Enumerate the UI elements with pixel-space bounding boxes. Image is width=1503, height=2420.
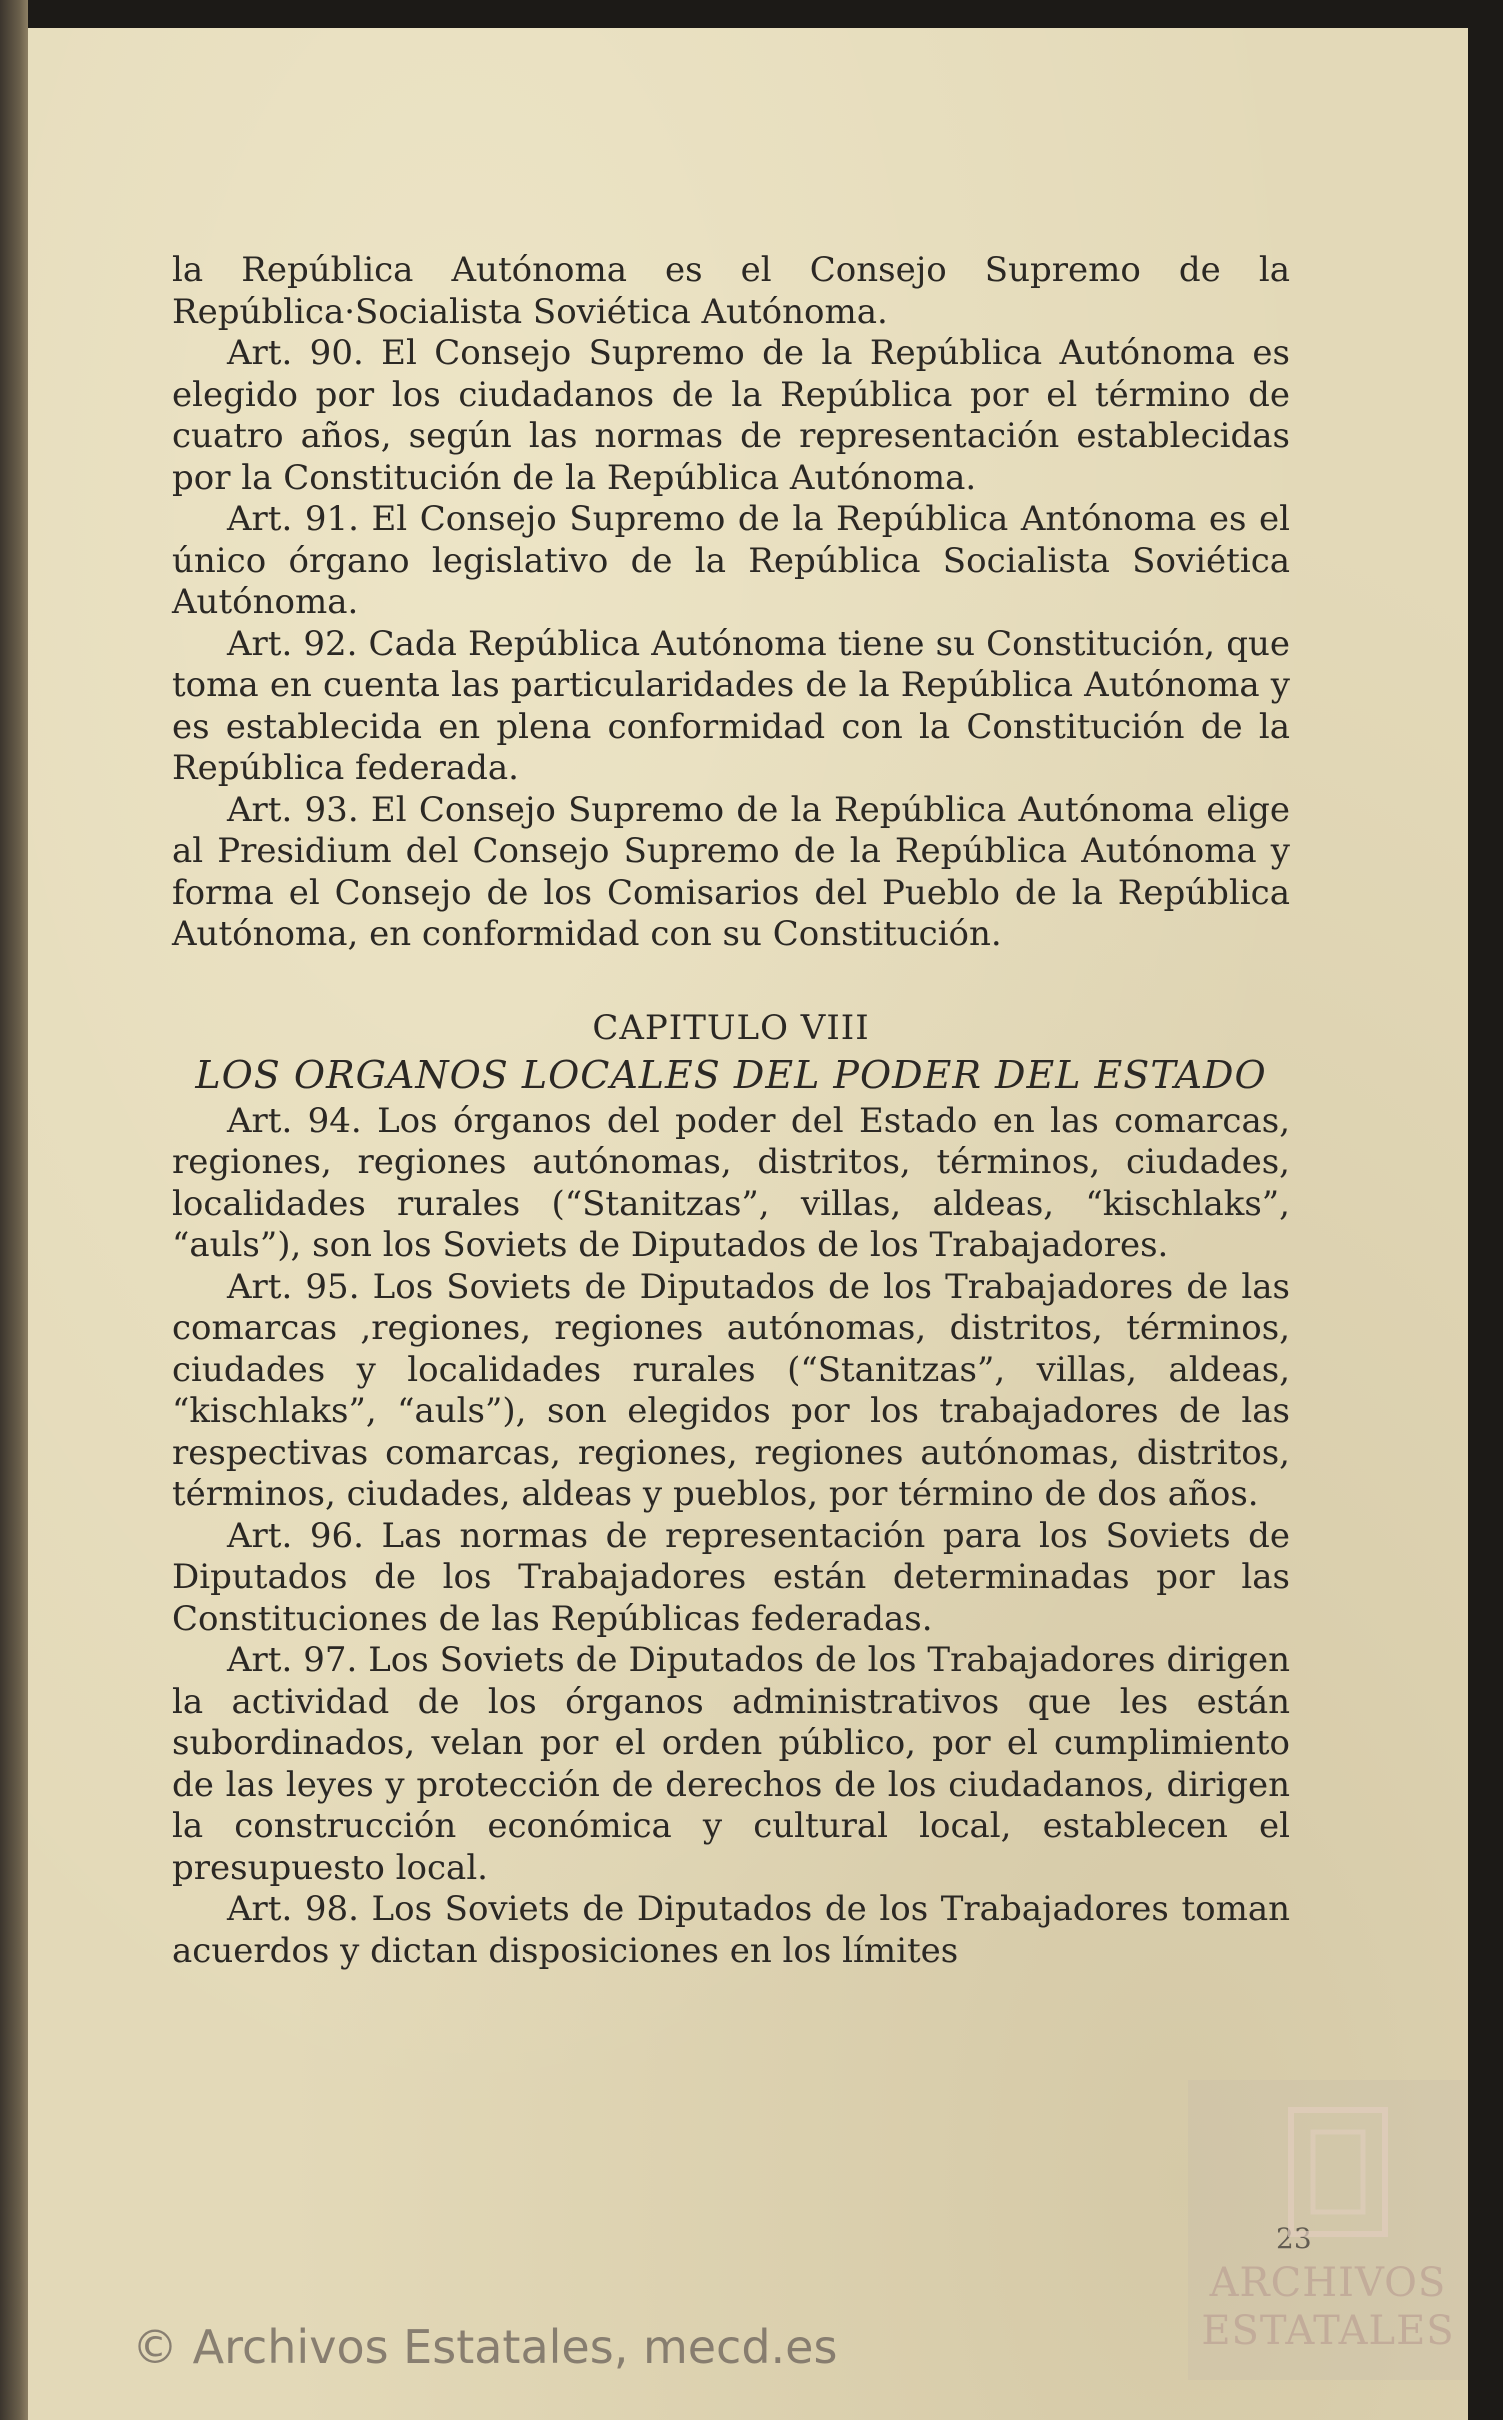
archive-logo-icon <box>1283 2102 1393 2242</box>
article-90: Art. 90. El Consejo Supremo de la República Autónoma es elegido por los ciudadanos de la República por el término de cuatro años, según las normas de representación establecidas por la Constitución de la República Autónoma. <box>172 333 1290 498</box>
page-number: 23 <box>1276 2222 1312 2255</box>
chapter-title: CAPITULO VIII <box>592 1007 870 1048</box>
article-91: Art. 91. El Consejo Supremo de la República Antónoma es el único órgano legislativo de la República Socialista Soviética Autónoma. <box>172 499 1290 622</box>
article-95: Art. 95. Los Soviets de Diputados de los Trabajadores de las comarcas ,regiones, regiones autónomas, distritos, términos, ciudades y localidades rurales (“Stanitzas”, villas, aldeas, “kischlaks”, “auls”), son elegidos por los trabajadores de las respectivas comarcas, regiones, regiones autónomas, distritos, términos, ciudades, aldeas y pueblos, por término de dos años. <box>172 1266 1290 1514</box>
article-97: Art. 97. Los Soviets de Diputados de los Trabajadores dirigen la actividad de los órganos administrativos que les están subordinados, velan por el orden público, por el cumplimiento de las leyes y protección de derechos de los ciudadanos, dirigen la construcción económica y cultural local, establecen el presupuesto local. <box>172 1640 1290 1888</box>
article-96: Art. 96. Las normas de representación para los Soviets de Diputados de los Trabajadores están determinadas por las Constituciones de las Repúblicas federadas. <box>172 1515 1290 1639</box>
watermark-line-1: ARCHIVOS <box>1209 2260 1447 2306</box>
watermark-line-2: ESTATALES <box>1201 2308 1455 2354</box>
article-93: Art. 93. El Consejo Supremo de la República Autónoma elige al Presidium del Consejo Supremo de la República Autónoma y forma el Consejo de los Comisarios del Pueblo de la República Autónoma, en conformidad con su Constitución. <box>172 789 1290 954</box>
archive-watermark <box>1188 2080 1468 2380</box>
page-text-body <box>172 250 1290 1972</box>
book-spine-edge <box>0 0 28 2420</box>
paragraph-continuation: la República Autónoma es el Consejo Supremo de la República·Socialista Soviética Autónoma. <box>172 250 1290 332</box>
copyright-notice: © Archivos Estatales, mecd.es <box>132 2320 838 2374</box>
article-94: Art. 94. Los órganos del poder del Estado en las comarcas, regiones, regiones autónomas, distritos, términos, ciudades, localidades rurales (“Stanitzas”, villas, aldeas, “kischlaks”, “auls”), son los Soviets de Diputados de los Trabajadores. <box>172 1100 1290 1265</box>
article-92: Art. 92. Cada República Autónoma tiene su Constitución, que toma en cuenta las particularidades de la República Autónoma y es establecida en plena conformidad con la Constitución de la República federada. <box>172 623 1290 788</box>
article-98: Art. 98. Los Soviets de Diputados de los Trabajadores toman acuerdos y dictan disposiciones en los límites <box>172 1889 1290 1971</box>
chapter-subtitle: LOS ORGANOS LOCALES DEL PODER DEL ESTADO <box>195 1053 1267 1097</box>
